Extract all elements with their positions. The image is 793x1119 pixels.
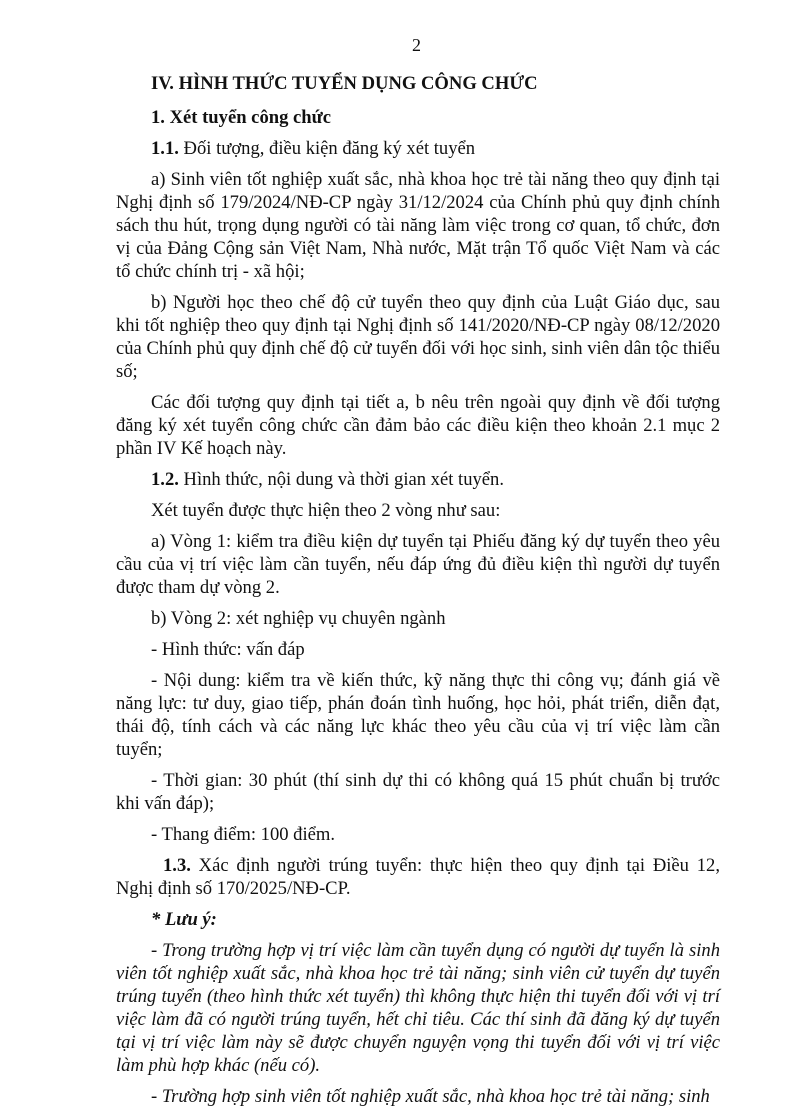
- round-2-time: - Thời gian: 30 phút (thí sinh dự thi có không quá 15 phút chuẩn bị trước khi vấn đáp);: [116, 770, 720, 814]
- subsection-1-1-text: Đối tượng, điều kiện đăng ký xét tuyển: [178, 138, 476, 159]
- subsection-1-3: [116, 854, 720, 900]
- subsection-1-2-number: 1.2.: [151, 469, 179, 490]
- paragraph-conditions: Các đối tượng quy định tại tiết a, b nêu trên ngoài quy định về đối tượng đăng ký xét tuyển công chức cần đảm bảo các điều kiện theo khoản 2.1 mục 2 phần IV Kế hoạch này.: [116, 392, 720, 459]
- page-number: 2: [412, 35, 421, 55]
- subsection-1-2-text: Hình thức, nội dung và thời gian xét tuyển.: [178, 469, 504, 490]
- subsection-heading: 1. Xét tuyển công chức: [151, 107, 332, 128]
- round-1: a) Vòng 1: kiểm tra điều kiện dự tuyển tại Phiếu đăng ký dự tuyển theo yêu cầu của vị trí việc làm cần tuyển, nếu đáp ứng đủ điều kiện thì người dự tuyển được tham dự vòng 2.: [116, 531, 720, 598]
- paragraph-b: b) Người học theo chế độ cử tuyển theo quy định của Luật Giáo dục, sau khi tốt nghiệp theo quy định tại Nghị định số 141/2020/NĐ-CP ngày 08/12/2020 của Chính phủ quy định chế độ cử tuyển đối với học sinh, sinh viên dân tộc thiểu số;: [116, 292, 720, 382]
- note-2: - Trường hợp sinh viên tốt nghiệp xuất sắc, nhà khoa học trẻ tài năng; sinh: [151, 1086, 710, 1107]
- section-heading: IV. HÌNH THỨC TUYỂN DỤNG CÔNG CHỨC: [151, 73, 538, 94]
- subsection-1-1-number: 1.1.: [151, 138, 179, 159]
- round-2: b) Vòng 2: xét nghiệp vụ chuyên ngành: [151, 608, 446, 629]
- subsection-1-2: [116, 468, 720, 491]
- subsection-1-3-text: Xác định người trúng tuyển: thực hiện theo quy định tại Điều 12, Nghị định số 170/2025/NĐ-CP.: [116, 855, 720, 899]
- note-title: * Lưu ý:: [151, 909, 217, 930]
- note-1: - Trong trường hợp vị trí việc làm cần tuyển dụng có người dự tuyển là sinh viên tốt nghiệp xuất sắc, nhà khoa học trẻ tài năng; sinh viên cử tuyển dự tuyển trúng tuyển (theo hình thức xét tuyển) thì không thực hiện thi tuyển đối với vị trí việc làm đã có người trúng tuyển, hết chỉ tiêu. Các thí sinh đã đăng ký dự tuyển tại vị trí việc làm này sẽ được chuyển nguyện vọng thi tuyển đối với vị trí việc làm phù hợp khác (nếu có).: [116, 940, 720, 1076]
- subsection-1-3-number: 1.3.: [163, 855, 191, 876]
- rounds-intro: Xét tuyển được thực hiện theo 2 vòng như sau:: [151, 500, 501, 521]
- round-2-scale: - Thang điểm: 100 điểm.: [151, 824, 336, 845]
- round-2-content: - Nội dung: kiểm tra về kiến thức, kỹ năng thực thi công vụ; đánh giá về năng lực: tư duy, giao tiếp, phán đoán tình huống, học hỏi, phát triển, diễn đạt, thái độ, tính cách và các năng lực khác theo yêu cầu của vị trí việc làm cần tuyển;: [116, 670, 720, 760]
- document-body: [116, 72, 720, 1116]
- paragraph-a: a) Sinh viên tốt nghiệp xuất sắc, nhà khoa học trẻ tài năng theo quy định tại Nghị định số 179/2024/NĐ-CP ngày 31/12/2024 của Chính phủ quy định chính sách thu hút, trọng dụng người có tài năng làm việc trong cơ quan, tổ chức, đơn vị của Đảng Cộng sản Việt Nam, Nhà nước, Mặt trận Tổ quốc Việt Nam và các tổ chức chính trị - xã hội;: [116, 169, 720, 282]
- round-2-form: - Hình thức: vấn đáp: [151, 639, 305, 660]
- subsection-1-1: [116, 137, 720, 160]
